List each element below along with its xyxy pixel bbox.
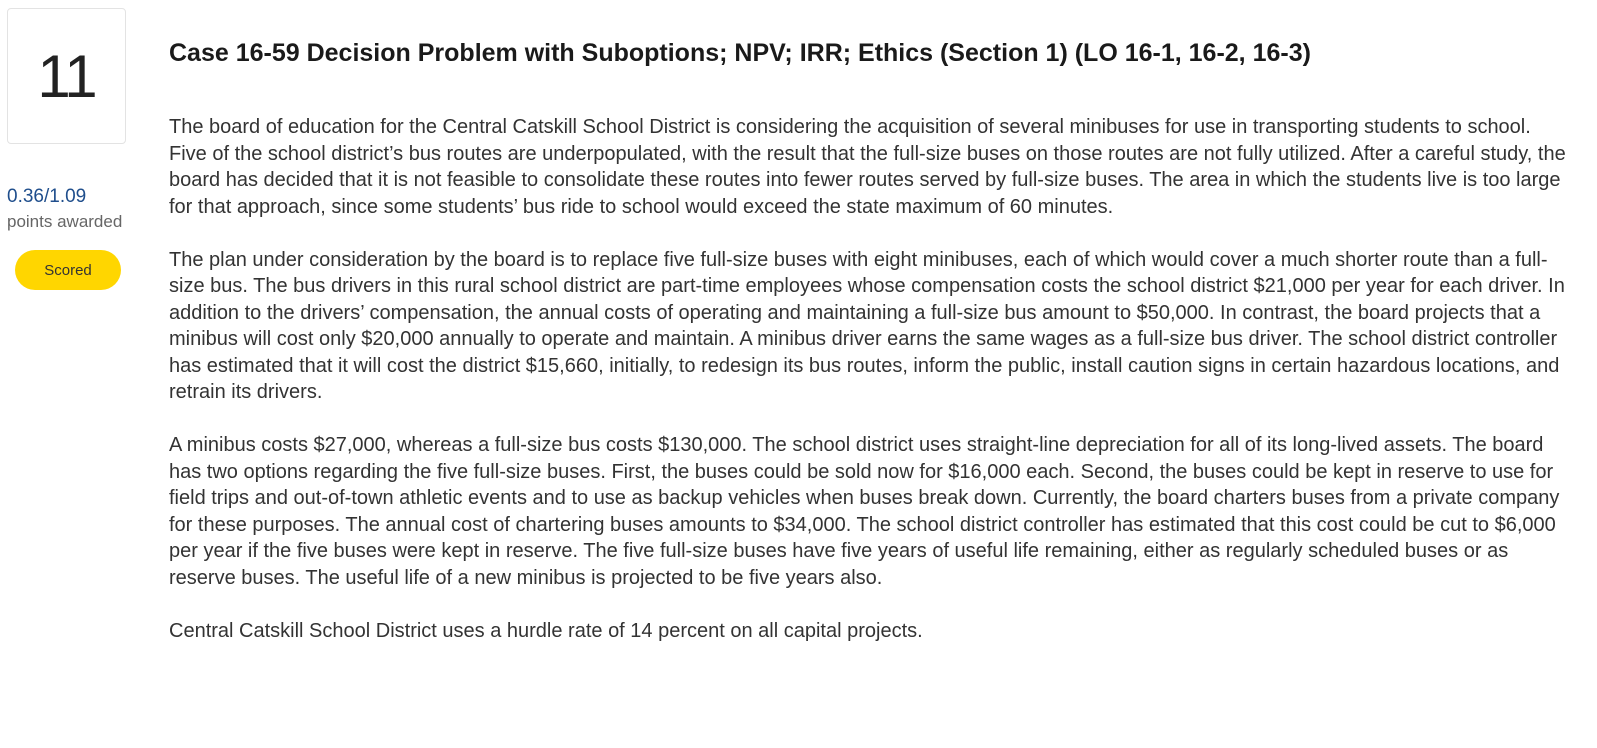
case-title: Case 16-59 Decision Problem with Suboptions; NPV; IRR; Ethics (Section 1) (LO 16-1, 16-2, 16-3) xyxy=(169,39,1311,67)
case-content xyxy=(169,36,1569,671)
case-body xyxy=(169,114,1569,644)
question-number: 11 xyxy=(37,42,96,110)
points-awarded-label: points awarded xyxy=(7,212,123,231)
case-paragraph: Central Catskill School District uses a hurdle rate of 14 percent on all capital projects. xyxy=(169,619,923,642)
points-awarded-value: 0.36/1.09 xyxy=(7,186,87,207)
case-paragraph: The plan under consideration by the board is to replace five full-size buses with eight minibuses, each of which would cover a much shorter route than a full-size bus. The bus drivers in this rural school district are part-time employees whose compensation costs the school district $21,000 per year for each driver. In addition to the drivers’ compensation, the annual costs of operating and maintaining a full-size bus amount to $50,000. In contrast, the board projects that a minibus will cost only $20,000 annually to operate and maintain. A minibus driver earns the same wages as a full-size bus driver. The school district controller has estimated that it will cost the district $15,660, initially, to redesign its bus routes, inform the public, install caution signs in certain hazardous locations, and retrain its drivers. xyxy=(169,248,1565,403)
question-number-box xyxy=(7,8,126,144)
scored-status-badge: Scored xyxy=(15,250,121,290)
question-sidebar xyxy=(7,8,137,290)
case-paragraph: A minibus costs $27,000, whereas a full-size bus costs $130,000. The school district uses straight-line depreciation for all of its long-lived assets. The board has two options regarding the five full-size buses. First, the buses could be sold now for $16,000 each. Second, the buses could be kept in reserve to use for field trips and out-of-town athletic events and to use as backup vehicles when buses break down. Currently, the board charters buses from a private company for these purposes. The annual cost of chartering buses amounts to $34,000. The school district controller has estimated that this cost could be cut to $6,000 per year if the five buses were kept in reserve. The five full-size buses have five years of useful life remaining, either as regularly scheduled buses or as reserve buses. The useful life of a new minibus is projected to be five years also. xyxy=(169,434,1560,589)
case-paragraph: The board of education for the Central Catskill School District is considering the acquisition of several minibuses for use in transporting students to school. Five of the school district’s bus routes are underpopulated, with the result that the full-size buses on those routes are not fully utilized. After a careful study, the board has decided that it is not feasible to consolidate these routes into fewer routes served by full-size buses. The area in which the students live is too large for that approach, since some students’ bus ride to school would exceed the state maximum of 60 minutes. xyxy=(169,116,1566,218)
